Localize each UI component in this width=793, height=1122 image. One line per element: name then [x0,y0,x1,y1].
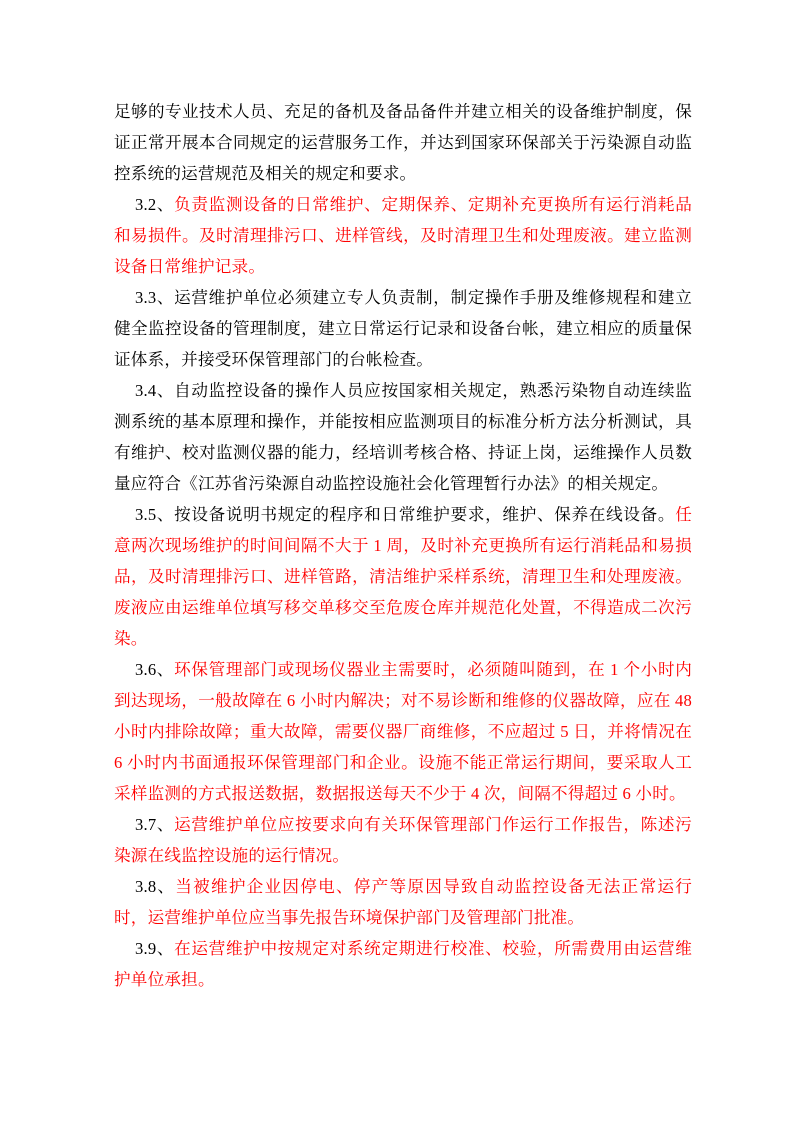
paragraph-clause-3-4 [114,375,692,499]
clause-text: 当被维护企业因停电、停产等原因导致自动监控设备无法正常运行时，运营维护单位应当事先报告环境保护部门及管理部门批准。 [114,877,692,927]
paragraph-text: 足够的专业技术人员、充足的备机及备品备件并建立相关的设备维护制度，保证正常开展本合同规定的运营服务工作，并达到国家环保部关于污染源自动监控系统的运营规范及相关的规定和要求。 [114,102,692,183]
paragraph-clause-3-5 [114,499,692,654]
clause-number: 3.7、 [135,815,175,834]
paragraph-clause-3-9 [114,933,692,995]
paragraph-intro-continuation [114,96,692,189]
clause-number: 3.6、 [135,660,175,679]
clause-number: 3.2、 [135,195,175,214]
paragraph-clause-3-3 [114,282,692,375]
clause-number-and-lead: 3.5、按设备说明书规定的程序和日常维护要求，维护、保养在线设备。 [135,505,676,524]
paragraph-clause-3-7 [114,809,692,871]
clause-number: 3.9、 [135,939,175,958]
document-text-block [114,96,692,995]
clause-text: 环保管理部门或现场仪器业主需要时，必须随叫随到，在 1 个小时内到达现场，一般故障在 6 小时内解决；对不易诊断和维修的仪器故障，应在 48 小时内排除故障；重大故障，需要仪器厂商维修，不应超过 5 日，并将情况在 6 小时内书面通报环保管理部门和企业。设施不能正常运行期间，要采取人工采样监测的方式报送数据，数据报送每天不少于 4 次，间隔不得超过 6 小时。 [114,660,692,803]
paragraph-clause-3-6 [114,654,692,809]
paragraph-clause-3-2 [114,189,692,282]
clause-text: 3.3、运营维护单位必须建立专人负责制，制定操作手册及维修规程和建立健全监控设备的管理制度，建立日常运行记录和设备台帐，建立相应的质量保证体系，并接受环保管理部门的台帐检查。 [114,288,692,369]
clause-text: 在运营维护中按规定对系统定期进行校准、校验，所需费用由运营维护单位承担。 [114,939,692,989]
clause-text: 任意两次现场维护的时间间隔不大于 1 周，及时补充更换所有运行消耗品和易损品，及时清理排污口、进样管路，清洁维护采样系统，清理卫生和处理废液。废液应由运维单位填写移交单移交至危废仓库并规范化处置，不得造成二次污染。 [114,505,692,648]
clause-number: 3.8、 [135,877,176,896]
clause-text: 运营维护单位应按要求向有关环保管理部门作运行工作报告，陈述污染源在线监控设施的运行情况。 [114,815,692,865]
paragraph-clause-3-8 [114,871,692,933]
clause-text: 3.4、自动监控设备的操作人员应按国家相关规定，熟悉污染物自动连续监测系统的基本原理和操作，并能按相应监测项目的标准分析方法分析测试，具有维护、校对监测仪器的能力，经培训考核合格、持证上岗，运维操作人员数量应符合《江苏省污染源自动监控设施社会化管理暂行办法》的相关规定。 [114,381,692,493]
clause-text: 负责监测设备的日常维护、定期保养、定期补充更换所有运行消耗品和易损件。及时清理排污口、进样管线，及时清理卫生和处理废液。建立监测设备日常维护记录。 [114,195,692,276]
